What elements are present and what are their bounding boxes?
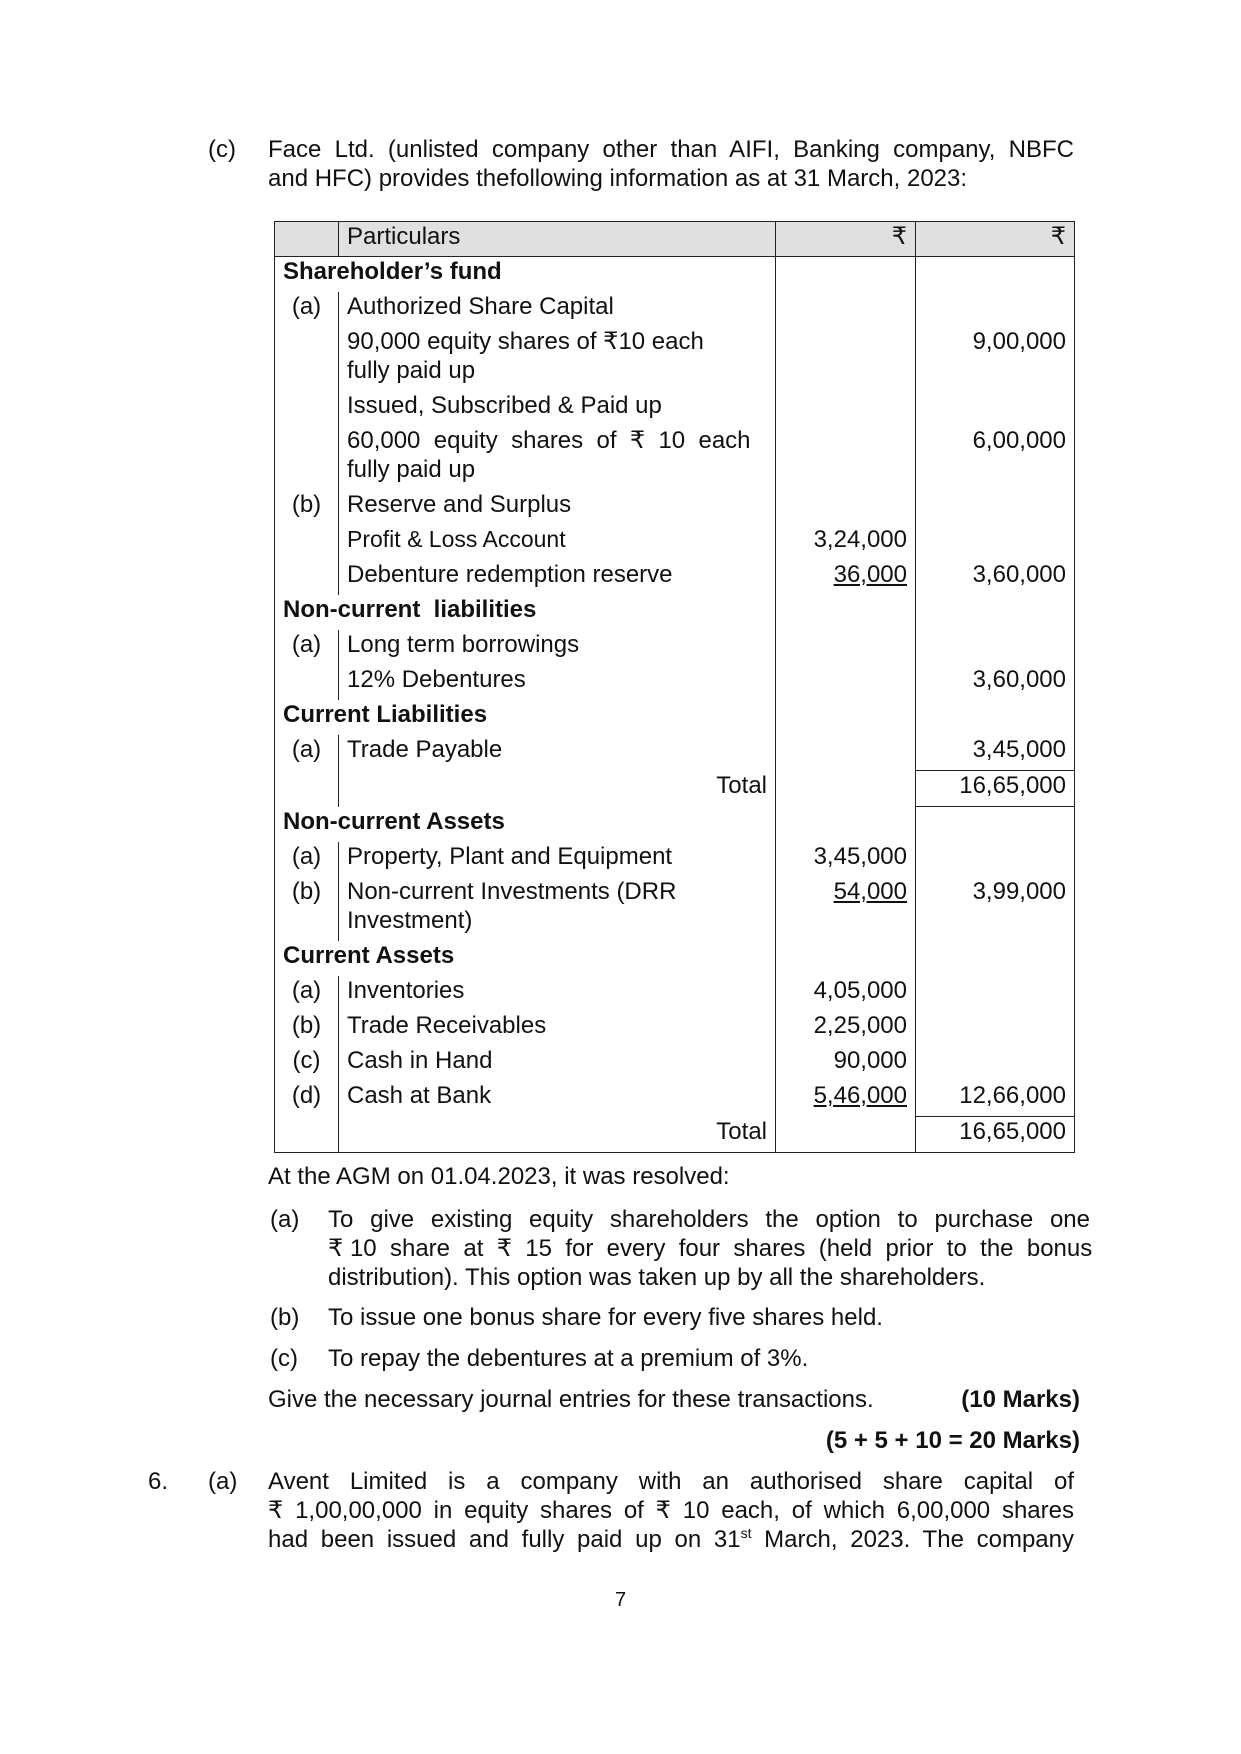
amount: 2,25,000 xyxy=(776,1011,916,1046)
particular-text: 60,000 equity shares of ₹ 10 each xyxy=(347,427,751,454)
table-row xyxy=(275,426,1075,490)
particular-text: Cash at Bank xyxy=(339,1081,776,1117)
question6-line3: had been issued and fully paid up on 31st March, 2023. The company xyxy=(268,1525,1074,1553)
particular-text: Long term borrowings xyxy=(339,630,776,665)
table-row xyxy=(275,877,1075,941)
amount: 36,000 xyxy=(833,561,907,588)
table-row xyxy=(275,665,1075,700)
table-header-row xyxy=(275,222,1075,257)
resolution-b-text: To issue one bonus share for every five shares held. xyxy=(328,1304,883,1331)
table-row xyxy=(275,327,1075,391)
item-label: (a) xyxy=(275,735,339,771)
particular-text: Inventories xyxy=(339,976,776,1011)
table-row xyxy=(275,700,1075,735)
item-label: (a) xyxy=(275,292,339,327)
page-number: 7 xyxy=(614,1589,627,1611)
particular-text: 90,000 equity shares of ₹10 each xyxy=(347,328,704,355)
question-intro-line2: and HFC) provides thefollowing information as at 31 March, 2023: xyxy=(268,165,968,192)
particular-text: Trade Receivables xyxy=(339,1011,776,1046)
section-heading: Non-current liabilities xyxy=(275,595,776,630)
item-label: (d) xyxy=(275,1081,339,1117)
amount: 3,60,000 xyxy=(916,560,1075,595)
item-label: (b) xyxy=(275,490,339,525)
resolution-c-label: (c) xyxy=(270,1345,298,1372)
particular-text: Investment) xyxy=(347,907,473,934)
item-label: (a) xyxy=(275,842,339,877)
resolution-a-line2: ₹ 10 share at ₹ 15 for every four shares (held prior to the bonus xyxy=(328,1235,1093,1262)
resolution-a-line1: To give existing equity shareholders the option to purchase one xyxy=(328,1206,1090,1233)
table-row xyxy=(275,1117,1075,1153)
table-row xyxy=(275,490,1075,525)
table-row xyxy=(275,842,1075,877)
amount: 5,46,000 xyxy=(813,1082,907,1109)
particular-text: Property, Plant and Equipment xyxy=(339,842,776,877)
question-label: (c) xyxy=(208,136,236,163)
table-row xyxy=(275,630,1075,665)
total-amount: 16,65,000 xyxy=(916,1117,1075,1153)
item-label: (b) xyxy=(275,1011,339,1046)
section-heading: Non-current Assets xyxy=(275,807,776,843)
question6-line2: ₹ 1,00,00,000 in equity shares of ₹ 10 each, of which 6,00,000 shares xyxy=(268,1497,1074,1524)
resolution-b-label: (b) xyxy=(270,1304,300,1331)
amount: 54,000 xyxy=(833,878,907,905)
section-heading: Shareholder’s fund xyxy=(275,257,776,293)
rupee-header-2: ₹ xyxy=(916,222,1075,257)
particular-text: fully paid up xyxy=(347,456,476,483)
resolution-c-text: To repay the debentures at a premium of 3%. xyxy=(328,1345,809,1372)
amount: 4,05,000 xyxy=(776,976,916,1011)
particular-text: Issued, Subscribed & Paid up xyxy=(339,391,776,426)
table-row xyxy=(275,525,1075,560)
table-row xyxy=(275,1011,1075,1046)
amount: 3,45,000 xyxy=(776,842,916,877)
section-heading: Current Assets xyxy=(275,941,776,976)
total-label: Total xyxy=(339,771,776,807)
amount: 3,60,000 xyxy=(916,665,1075,700)
table-row xyxy=(275,941,1075,976)
table-row xyxy=(275,1081,1075,1117)
table-row xyxy=(275,735,1075,771)
superscript: st xyxy=(740,1525,752,1541)
particular-text: Non-current Investments (DRR xyxy=(347,878,677,905)
question6-label: (a) xyxy=(208,1468,238,1495)
item-label: (a) xyxy=(275,976,339,1011)
amount: 9,00,000 xyxy=(916,327,1075,391)
table-row xyxy=(275,976,1075,1011)
amount: 3,45,000 xyxy=(916,735,1075,771)
table-row xyxy=(275,560,1075,595)
amount: 90,000 xyxy=(776,1046,916,1081)
particular-text: fully paid up xyxy=(347,357,476,384)
table-row xyxy=(275,771,1075,807)
particular-text: Profit & Loss Account xyxy=(339,525,776,560)
table-row xyxy=(275,1046,1075,1081)
particular-text: Trade Payable xyxy=(339,735,776,771)
particular-text: Authorized Share Capital xyxy=(339,292,776,327)
question6-line1: Avent Limited is a company with an authorised share capital of xyxy=(268,1468,1074,1495)
amount: 6,00,000 xyxy=(916,426,1075,490)
rupee-header-1: ₹ xyxy=(776,222,916,257)
total-marks-label: (5 + 5 + 10 = 20 Marks) xyxy=(825,1427,1080,1454)
amount: 3,24,000 xyxy=(776,525,916,560)
amount: 3,99,000 xyxy=(916,877,1075,941)
agm-intro: At the AGM on 01.04.2023, it was resolved: xyxy=(268,1163,730,1190)
item-label: (c) xyxy=(275,1046,339,1081)
resolution-a-line3: distribution). This option was taken up by all the shareholders. xyxy=(328,1264,986,1291)
particular-text: 12% Debentures xyxy=(339,665,776,700)
total-amount: 16,65,000 xyxy=(916,771,1075,807)
table-row xyxy=(275,292,1075,327)
marks-label: (10 Marks) xyxy=(961,1386,1080,1413)
item-label: (b) xyxy=(275,877,339,941)
total-label: Total xyxy=(339,1117,776,1153)
amount: 12,66,000 xyxy=(916,1081,1075,1117)
particular-text: Debenture redemption reserve xyxy=(339,560,776,595)
table-row xyxy=(275,257,1075,293)
table-row xyxy=(275,595,1075,630)
question-number: 6. xyxy=(148,1468,169,1495)
balance-sheet-table xyxy=(274,221,1075,1153)
particulars-header: Particulars xyxy=(339,222,776,257)
instruction-text: Give the necessary journal entries for these transactions. xyxy=(268,1386,874,1413)
particular-text: Reserve and Surplus xyxy=(339,490,776,525)
item-label: (a) xyxy=(275,630,339,665)
resolution-a-label: (a) xyxy=(270,1206,300,1233)
section-heading: Current Liabilities xyxy=(275,700,776,735)
question-intro-line1: Face Ltd. (unlisted company other than AIFI, Banking company, NBFC xyxy=(268,136,1074,163)
table-row xyxy=(275,391,1075,426)
table-row xyxy=(275,807,1075,843)
particular-text: Cash in Hand xyxy=(339,1046,776,1081)
